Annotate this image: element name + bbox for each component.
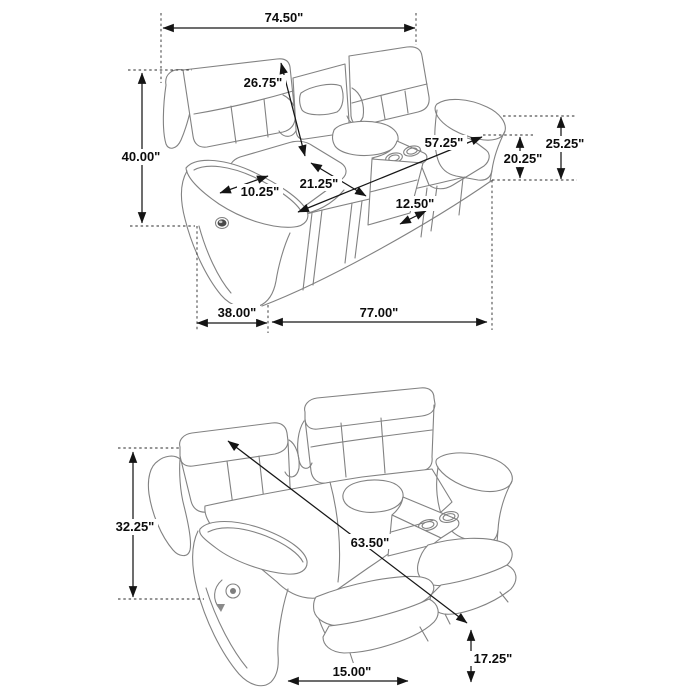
dimension-arm-inner-height	[483, 135, 545, 178]
dimension-footrest-clearance	[288, 663, 408, 681]
dim-label-arm-inner-height: 20.25"	[503, 151, 543, 166]
dim-label-base-height: 12.50"	[395, 196, 435, 211]
reclined-sofa-drawing	[148, 388, 516, 686]
dim-label-seat-back-height: 26.75"	[243, 75, 283, 90]
dimension-arm-height	[492, 116, 587, 180]
dimension-footrest-height	[470, 630, 518, 682]
dim-label-reclined-overall-length: 63.50"	[350, 535, 390, 550]
dim-label-overall-height: 40.00"	[121, 149, 161, 164]
dim-label-armrest-width: 10.25"	[240, 184, 280, 199]
dim-label-footrest-clearance: 15.00"	[332, 664, 372, 679]
dim-label-interior-seat-width: 57.25"	[424, 135, 464, 150]
dimension-overall-depth	[197, 226, 268, 333]
dim-label-seat-depth: 21.25"	[299, 176, 339, 191]
dim-label-overall-depth: 38.00"	[217, 305, 257, 320]
dim-label-front-edge-width: 77.00"	[359, 305, 399, 320]
dim-label-arm-height: 25.25"	[545, 136, 585, 151]
dim-label-overall-width: 74.50"	[264, 10, 304, 25]
recline-lever	[215, 580, 240, 612]
power-recline-button	[216, 218, 229, 229]
dim-label-reclined-back-height: 32.25"	[115, 519, 155, 534]
dim-label-footrest-height: 17.25"	[473, 651, 513, 666]
lever-arrowhead	[216, 604, 225, 612]
